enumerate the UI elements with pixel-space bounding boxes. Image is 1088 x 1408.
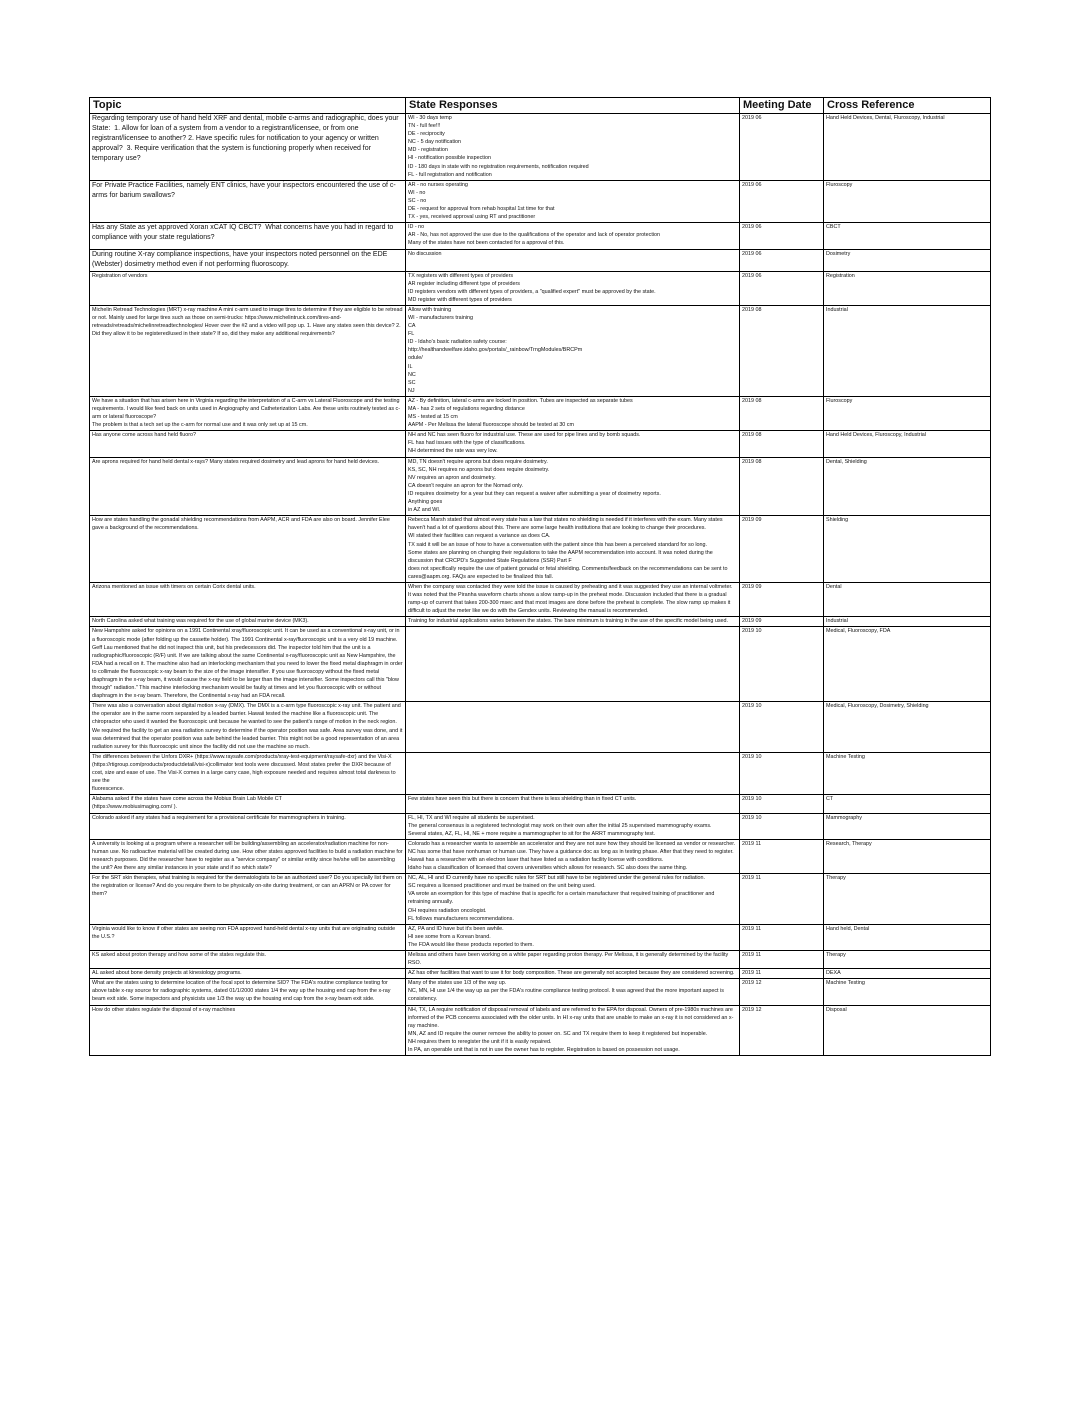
topic-cell: North Carolina asked what training was required for the use of global marine device (MK3). — [90, 617, 406, 627]
topic-cell: During routine X-ray compliance inspections, have your inspectors noted personnel on the EDE (Webster) dosimetry method even if not performing fluoroscopy. — [90, 249, 406, 271]
table-row — [90, 180, 991, 222]
state-responses-cell: NH, TX, LA require notification of disposal removal of labels and are referred to the EPA for disposal. Owners of pre-1980s machines are informed of the PCB concerns associated with the older units. In HI x-ray units that are unable to make an x-ray it is not considered an x-ray machine. MN, AZ and ID require the owner remove the ability to power on. SC and TX require them to keep it registered but inoperable. NH requires them to reregister the unit if it is easily repaired. In PA, an operable unit that is not in use the owner has to register. Registration is based on possession not usage. — [406, 1005, 740, 1056]
state-responses-cell: MD, TN doesn't require aprons but does require dosimetry. KS, SC, NH requires no aprons but does require dosimetry. NV requires an apron and dosimetry. CA doesn't require an apron for the Nomad only. ID requires dosimetry for a year but they can request a waiver after submitting a year of dosimetry reports. Anything goes in AZ and WI. — [406, 457, 740, 516]
cross-reference-cell: Hand Held Devices, Fluroscopy, Industrial — [824, 431, 991, 457]
cross-reference-cell: Industrial — [824, 617, 991, 627]
state-responses-cell: Colorado has a researcher wants to assemble an accelerator and they are not sure how they should be licensed as vendor or researcher. NC has some that have nonhuman or human use. They have a guidance doc as long as in testing phase. After that they need to register. Hawaii has a researcher with an electron laser that have listed as a radiation facility license with conditions. Idaho has a classification of licensed that covers universities which allows for research. SC also does the same thing. — [406, 839, 740, 873]
topic-cell: Are aprons required for hand held dental x-rays? Many states required dosimetry and lead aprons for hand held devices. — [90, 457, 406, 516]
table-body — [90, 114, 991, 1056]
state-responses-cell: FL, HI, TX and WI require all students be supervised. The general consensus is a registered technologist may work on their own after the initial 25 supervised mammography exams. Several states, AZ, FL, HI, NE + more require a mammographer to sit for the ARRT mammography test. — [406, 813, 740, 839]
meeting-date-cell: 2019 08 — [740, 431, 824, 457]
meeting-date-cell: 2019 11 — [740, 951, 824, 969]
state-responses-cell: ID - no AR - No, has not approved the use due to the qualifications of the operator and lack of operator protection Many of the states have not been contacted for a approval of this. — [406, 223, 740, 249]
state-responses-cell: No discussion — [406, 249, 740, 271]
meeting-date-cell: 2019 10 — [740, 702, 824, 753]
topic-cell: Registration of vendors — [90, 271, 406, 305]
topic-cell: We have a situation that has arisen here in Virginia regarding the interpretation of a C-arm vs Lateral Fluoroscope and the testing requirements. I would like feed back on units used in Angiography and Catheterization Labs. Are these units routinely tested as c-arm or lateral fluoroscope? The problem is that a tech set up the c-arm for normal use and it was only set up at 15 cm. — [90, 396, 406, 430]
state-responses-cell: TX registers with different types of providers AR register including different type of providers ID registers vendors with different types of providers, a "qualified expert" must be approved by the state. MD register with different types of providers — [406, 271, 740, 305]
table-row — [90, 114, 991, 181]
cross-reference-cell: Dental, Shielding — [824, 457, 991, 516]
header-cross-reference: Cross Reference — [824, 98, 991, 114]
meeting-date-cell: 2019 06 — [740, 271, 824, 305]
topics-table — [89, 97, 991, 1056]
state-responses-cell: Melissa and others have been working on a white paper regarding proton therapy. Per Melissa, it is generally determined by the facility RSO. — [406, 951, 740, 969]
meeting-date-cell: 2019 10 — [740, 627, 824, 702]
header-state-responses: State Responses — [406, 98, 740, 114]
cross-reference-cell: Machine Testing — [824, 752, 991, 794]
table-row — [90, 702, 991, 753]
cross-reference-cell: Mammography — [824, 813, 991, 839]
meeting-date-cell: 2019 12 — [740, 1005, 824, 1056]
meeting-date-cell: 2019 10 — [740, 795, 824, 813]
topic-cell: New Hampshire asked for opinions on a 1991 Continental xray/fluoroscopic unit. It can be used as a conventional x-ray unit, or in a fluoroscopic mode (after folding up the cassette holder). The 1991 Continental x-ray/fluoroscopic unit is a very old 19 machine. Geff Lau mentioned that he did not inspect this unit, but his predecessors did. The inspector told him that the unit is a radiographic/fluoroscopic (R/F) unit. If we are talking about the same Continental x-ray/fluoroscopic unit as New Hampshire, the FDA had a recall on it. The machine also had an interlocking mechanism that you need to lower the fixed metal diaphragm in order to collimate the fluoroscopic x-ray beam to the size of the image intensifier. If you use fluoroscopy without the fixed metal diaphragm in the x-ray beam, it would cause the x-ray field to be larger than the image intensifier. Some inspectors call this "blow through" radiation." This machine interlocking mechanism would be faulty at times and let you fluoroscopic with or without diaphragm in the x-ray beam. Therefore, the Continental x-ray had an FDA recall. — [90, 627, 406, 702]
table-row — [90, 582, 991, 616]
topic-cell: What are the states using to determine location of the focal spot to determine SID? The FDA's routine compliance testing for above table x-ray source for radiographic systems, dated 01/1/2000 states 1/4 the way up the housing end cap from the x-ray beam exit side. Some inspectors and physicists use 1/3 the way up the housing end cap from the x-ray beam exit side. — [90, 979, 406, 1005]
meeting-date-cell: 2019 11 — [740, 924, 824, 950]
state-responses-cell — [406, 627, 740, 702]
topic-cell: Arizona mentioned an issue with timers on certain Corix dental units. — [90, 582, 406, 616]
cross-reference-cell: Therapy — [824, 951, 991, 969]
state-responses-cell: AR - no nurses operating WI - no SC - no DE - request for approval from rehab hospital 1st time for that TX - yes, received approval using RT and practitioner — [406, 180, 740, 222]
cross-reference-cell: Dental — [824, 582, 991, 616]
state-responses-cell: WI - 30 days temp TN - full fee!!! DE - reciprocity NC - 5 day notification MD - registration HI - notification possible inspection ID - 180 days in state with no registration requirements, notification required FL - full registration and notification — [406, 114, 740, 181]
cross-reference-cell: CT — [824, 795, 991, 813]
cross-reference-cell: Industrial — [824, 305, 991, 396]
topic-cell: How do other states regulate the disposal of x-ray machines — [90, 1005, 406, 1056]
topic-cell: Has any State as yet approved Xoran xCAT IQ CBCT? What concerns have you had in regard to compliance with your state regulations? — [90, 223, 406, 249]
table-row — [90, 839, 991, 873]
cross-reference-cell: Registration — [824, 271, 991, 305]
header-meeting-date: Meeting Date — [740, 98, 824, 114]
cross-reference-cell: Hand held, Dental — [824, 924, 991, 950]
document-page — [89, 97, 990, 1056]
meeting-date-cell: 2019 08 — [740, 305, 824, 396]
topic-cell: Regarding temporary use of hand held XRF and dental, mobile c-arms and radiographic, does your State: 1. Allow for loan of a system from a vendor to a registrant/licensee, or from one registrant/licensee to another? 2. Have specific rules for notification to your agency or written approval? 3. Require verification that the system is functioning properly when received for temporary use? — [90, 114, 406, 181]
topic-cell: For Private Practice Facilities, namely ENT clinics, have your inspectors encountered the use of c-arms for barium swallows? — [90, 180, 406, 222]
cross-reference-cell: Disposal — [824, 1005, 991, 1056]
table-row — [90, 223, 991, 249]
meeting-date-cell: 2019 06 — [740, 249, 824, 271]
cross-reference-cell: Therapy — [824, 874, 991, 925]
table-row — [90, 874, 991, 925]
cross-reference-cell: Hand Held Devices, Dental, Fluroscopy, Industrial — [824, 114, 991, 181]
meeting-date-cell: 2019 11 — [740, 874, 824, 925]
meeting-date-cell: 2019 06 — [740, 114, 824, 181]
topic-cell: A university is looking at a program where a researcher will be building/assembling an accelerator/radiation machine for non-human use. No radioactive material will be created during use. How other states approved facilities to build a radiation machine for research purposes. Did the researcher have to register as a "service company" or similar entity since he/she will be assembling the unit? Are there any similar instances in your state and if so which state? — [90, 839, 406, 873]
state-responses-cell: AZ, PA and ID have but it's been awhile. HI see some from a Korean brand. The FDA would like these products reported to them. — [406, 924, 740, 950]
topic-cell: For the SRT skin therapies, what training is required for the dermatologists to be an authorized user? Do you specially list them on the registration or license? And do you require them to be physically on-site during treatment, or can an APRN or PA cover for them? — [90, 874, 406, 925]
topic-cell: There was also a conversation about digital motion x-ray (DMX). The DMX is a c-arm type fluoroscopic x-ray unit. The patient and the operator are in the same room separated by a leaded barrier. Hawaii tested the machine like a fluoroscopic unit. The chiropractor who used it wanted the fluoroscopic unit because he wanted to see the patient's range of motion in the neck region. We required the facility to get an area radiation survey to determine if the operator position was safe. Area survey was done, and it was determined that the operator position was safe behind the leaded barrier. This might not be a good representation of an area radiation survey for this fluoroscopic unit since the facility did not use the machine so much. — [90, 702, 406, 753]
table-row — [90, 516, 991, 583]
table-row — [90, 924, 991, 950]
cross-reference-cell: Medical, Fluoroscopy, Dosimetry, Shielding — [824, 702, 991, 753]
state-responses-cell: AZ - By definition, lateral c-arms are locked in position. Tubes are inspected as separate tubes MA - has 2 sets of regulations regarding distance MS - tested at 15 cm AAPM - Per Melissa the lateral fluoroscope should be tested at 30 cm — [406, 396, 740, 430]
meeting-date-cell: 2019 11 — [740, 969, 824, 979]
cross-reference-cell: Research, Therapy — [824, 839, 991, 873]
header-row — [90, 98, 991, 114]
meeting-date-cell: 2019 11 — [740, 839, 824, 873]
topic-cell: Has anyone come across hand held fluoro? — [90, 431, 406, 457]
topic-cell: Colorado asked if any states had a requirement for a provisional certificate for mammographers in training. — [90, 813, 406, 839]
state-responses-cell: Few states have seen this but there is concern that there is less shielding than in fixed CT units. — [406, 795, 740, 813]
topic-cell: AL asked about bone density projects at kinesiology programs. — [90, 969, 406, 979]
table-row — [90, 396, 991, 430]
state-responses-cell — [406, 752, 740, 794]
state-responses-cell: Training for industrial applications varies between the states. The bare minimum is training in the use of the specific model being used. — [406, 617, 740, 627]
table-row — [90, 431, 991, 457]
meeting-date-cell: 2019 06 — [740, 223, 824, 249]
cross-reference-cell: CBCT — [824, 223, 991, 249]
table-row — [90, 271, 991, 305]
cross-reference-cell: Dosimetry — [824, 249, 991, 271]
cross-reference-cell: Machine Testing — [824, 979, 991, 1005]
cross-reference-cell: Fluroscopy — [824, 396, 991, 430]
topic-cell: Michelin Retread Technologies (MRT) x-ray machine A mini c-arm used to image tires to determine if they are eligible to be retread or not. Mainly used for large tires such as those on semi-trucks: https://www.michelintruck.com/tires-and-retreads/retreads/michelinretreadtechnologies/ Hover over the #2 and a video will pop up. 1. Have any states seen this device? 2. Did they allow it to be registered/used in their state? If so, did they make any additional requirements? — [90, 305, 406, 396]
meeting-date-cell: 2019 06 — [740, 180, 824, 222]
state-responses-cell: Allow with training WI - manufacturers training CA FL ID - Idaho's basic radiation safety course: http://healthandwelfare.idaho.gov/portals/_rainbow/TrngModules/BRCPm odule/ IL NC SC NJ — [406, 305, 740, 396]
topic-cell: Virginia would like to know if other states are seeing non FDA approved hand-held dental x-ray units that are originating outside the U.S.? — [90, 924, 406, 950]
state-responses-cell — [406, 702, 740, 753]
table-row — [90, 752, 991, 794]
table-row — [90, 813, 991, 839]
state-responses-cell: AZ has other facilities that want to use it for body composition. These are generally not accepted because they are considered screening. — [406, 969, 740, 979]
topic-cell: The differences between the Unfors DXR+ (https://www.raysafe.com/products/xray-test-equipment/raysafe-dxr) and the Visi-X (https://rtigroup.com/products/productdetail/visi-x)collimator test tools were discussed. Most states prefer the DXR because of cost, size and ease of use. The Visi-X comes in a large carry case, high exposure needed and requires almost total darkness to see the fluorescence. — [90, 752, 406, 794]
cross-reference-cell: Fluroscopy — [824, 180, 991, 222]
meeting-date-cell: 2019 12 — [740, 979, 824, 1005]
meeting-date-cell: 2019 08 — [740, 457, 824, 516]
meeting-date-cell: 2019 08 — [740, 396, 824, 430]
table-row — [90, 305, 991, 396]
topic-cell: Alabama asked if the states have come across the Mobius Brain Lab Mobile CT (https://www.mobiusimaging.com/ ). — [90, 795, 406, 813]
cross-reference-cell: Medical, Fluoroscopy, FDA — [824, 627, 991, 702]
meeting-date-cell: 2019 10 — [740, 752, 824, 794]
state-responses-cell: Many of the states use 1/3 of the way up. NC, MN, HI use 1/4 the way up as per the FDA's routine compliance testing protocol. It was agreed that the more important aspect is consistency. — [406, 979, 740, 1005]
cross-reference-cell: DEXA — [824, 969, 991, 979]
table-row — [90, 1005, 991, 1056]
meeting-date-cell: 2019 09 — [740, 582, 824, 616]
state-responses-cell: NC, AL, HI and ID currently have no specific rules for SRT but still have to be registered under the general rules for radiation. SC requires a licensed practitioner and must be trained on the unit being used. VA wrote an exemption for this type of machine that is specific for a certain manufacturer that required training of practitioner and retraining annually. OH requires radiation oncologist. FL follows manufacturers recommendations. — [406, 874, 740, 925]
topic-cell: How are states handling the gonadal shielding recommendations from AAPM, ACR and FDA are also on board. Jennifer Elee gave a background of the recommendations. — [90, 516, 406, 583]
table-row — [90, 457, 991, 516]
topic-cell: KS asked about proton therapy and how some of the states regulate this. — [90, 951, 406, 969]
table-row — [90, 951, 991, 969]
state-responses-cell: Rebecca Marsh stated that almost every state has a law that states no shielding is needed if it interferes with the exam. Many states haven't had a lot of questions about this. There are some large health institutions that are looking to change their procedures. WI stated their facilities can request a variance as does CA. TX said it will be an issue of how to have a conversation with the patient since this has been a perceived standard for so long. Some states are planning on changing their regulations to take the AAPM recommendation into account. It was noted during the discussion that CRCPD's Suggested State Regulations (SSR) Part F does not specifically require the use of patient gonadal or fetal shielding. Comments/feedback on the recommendations can be sent to cares@aapm.org. FAQs are expected to be finalized this fall. — [406, 516, 740, 583]
table-row — [90, 795, 991, 813]
meeting-date-cell: 2019 09 — [740, 516, 824, 583]
table-row — [90, 979, 991, 1005]
table-row — [90, 969, 991, 979]
cross-reference-cell: Shielding — [824, 516, 991, 583]
state-responses-cell: When the company was contacted they were told the issue is caused by preheating and it was suggested they use an internal voltmeter. It was noted that the Piranha waveform charts shows a slow ramp-up in the preheat mode. Discussion included that there is a gradual ramp-up of current that takes 200-300 msec and that most images are done before the preheat is complete. The slow ramp up makes it difficult to adjust the meter like we do with the Gendex units. Reviewing the manual is recommended. — [406, 582, 740, 616]
table-row — [90, 617, 991, 627]
state-responses-cell: NH and NC has seen fluoro for industrial use. These are used for pipe lines and by bomb squads. FL has had issues with the type of classifications. NH determined the rate was very low. — [406, 431, 740, 457]
meeting-date-cell: 2019 10 — [740, 813, 824, 839]
table-row — [90, 627, 991, 702]
meeting-date-cell: 2019 09 — [740, 617, 824, 627]
table-row — [90, 249, 991, 271]
header-topic: Topic — [90, 98, 406, 114]
